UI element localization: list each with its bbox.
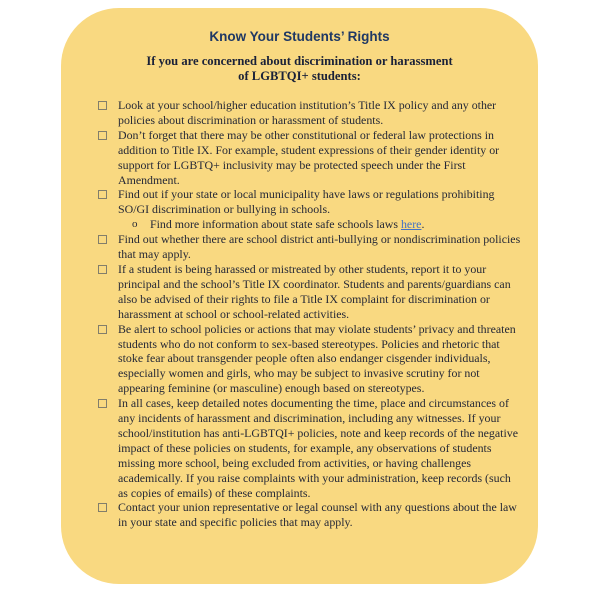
checklist-item-keep-notes (98, 396, 521, 500)
card-subtitle (88, 54, 511, 84)
checklist-item-privacy-stereotypes (98, 322, 521, 397)
checklist-item-text: In all cases, keep detailed notes documenting the time, place and circumstances of any incidents of harassment and discrimination, including any witnesses. If your school/institution has anti-LGBTQI+ policies, note and keep records of the negative impact of these policies on students, for example, any observations of students missing more school, being excluded from activities, or having challenges academically. If you raise complaints with your administration, keep records (such as copies of emails) of these complaints. (118, 396, 518, 500)
checklist (98, 98, 521, 530)
checklist-item-text: If a student is being harassed or mistreated by other students, report it to your principal and the school’s Title IX coordinator. Students and parents/guardians can also be advised of their rights to file a Title IX complaint for discrimination or harassment at school or school-related activities. (118, 261, 511, 321)
card-title: Know Your Students’ Rights (209, 29, 390, 44)
empty-checkbox-icon (98, 265, 107, 274)
empty-checkbox-icon (98, 131, 107, 140)
checklist-item-main-text: Find out if your state or local municipality have laws or regulations prohibiting SO/GI discrimination or bullying in schools. (118, 187, 495, 217)
know-your-rights-card (61, 8, 538, 584)
empty-checkbox-icon (98, 190, 107, 199)
checklist-subitem-text (150, 217, 424, 232)
checklist-item-contact-union (98, 500, 521, 530)
circle-bullet-icon: o (132, 218, 138, 231)
checklist-item-text: Contact your union representative or legal counsel with any questions about the law in your state and specific policies that may apply. (118, 500, 517, 530)
subitem-text-after-link: . (421, 217, 425, 232)
empty-checkbox-icon (98, 503, 107, 512)
empty-checkbox-icon (98, 399, 107, 408)
safe-schools-laws-link[interactable]: here (400, 217, 422, 232)
empty-checkbox-icon (98, 101, 107, 110)
checklist-item-text: Find out whether there are school district anti-bullying or nondiscrimination policies that may apply. (118, 232, 521, 262)
checklist-item-title-ix-policy (98, 98, 521, 128)
checklist-item-report-harassment (98, 262, 521, 322)
checklist-item-district-policies (98, 232, 521, 262)
empty-checkbox-icon (98, 325, 107, 334)
subtitle-line-2: of LGBTQI+ students: (238, 69, 361, 83)
empty-checkbox-icon (98, 235, 107, 244)
subitem-text-before-link: Find more information about state safe schools laws (150, 217, 401, 232)
checklist-item-text (118, 187, 521, 232)
checklist-item-text: Don’t forget that there may be other constitutional or federal law protections in addition to Title IX. For example, student expressions of their gender identity or support for LGBTQ+ inclusivity may be protected speech under the First Amendment. (118, 127, 500, 187)
checklist-item-text: Look at your school/higher education institution’s Title IX policy and any other policies about discrimination or harassment of students. (118, 98, 497, 127)
checklist-item-text: Be alert to school policies or actions that may violate students’ privacy and threaten students who do not conform to sex-based stereotypes. Policies and rhetoric that stoke fear about transgender people often also endanger cisgender individuals, especially women and girls, who may be subject to invasive scrutiny for not appearing feminine (or masculine) enough based on stereotypes. (118, 321, 516, 396)
checklist-item-other-protections (98, 128, 521, 188)
subtitle-line-1: If you are concerned about discrimination or harassment (146, 54, 453, 68)
checklist-item-state-local-laws (98, 187, 521, 232)
checklist-subitem-safe-schools (132, 217, 521, 232)
